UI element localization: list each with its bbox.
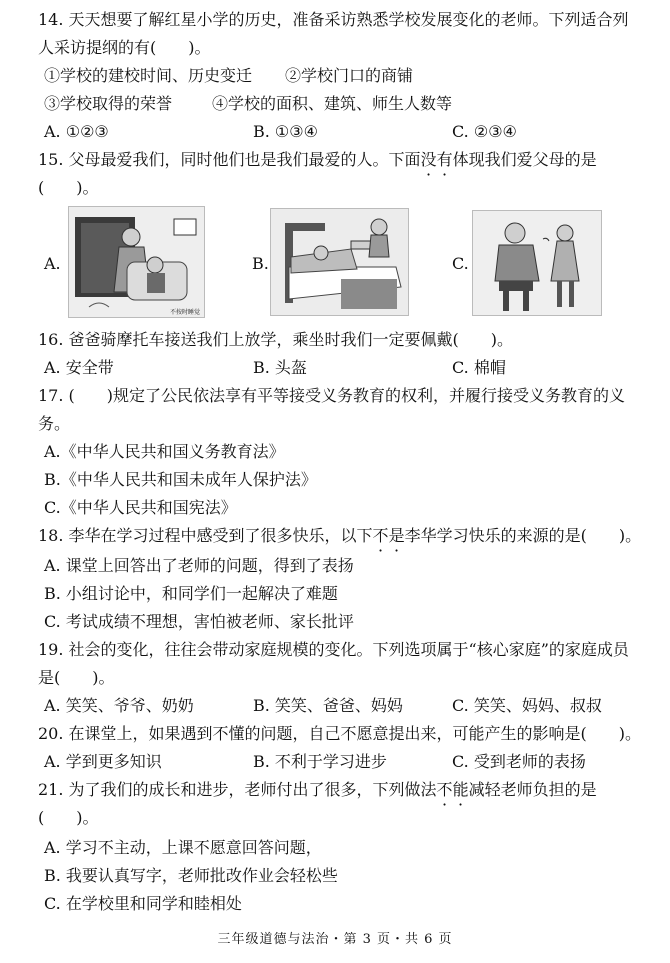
q17-stem-line2: 务。 xyxy=(38,414,71,433)
q14-stem-line2: 人采访提纲的有( )。 xyxy=(38,38,211,57)
q19-option-b: B. 笑笑、爸爸、妈妈 xyxy=(253,696,403,715)
q15-label-c: C. xyxy=(452,254,469,273)
q15-picture-b xyxy=(270,208,409,316)
q16-option-a: A. 安全带 xyxy=(44,358,114,377)
q16-option-b: B. 头盔 xyxy=(253,358,307,377)
q14-stem-line1: 14. 天天想要了解红星小学的历史，准备采访熟悉学校发展变化的老师。下列适合列 xyxy=(38,10,629,29)
q15-stem-pre: 15. 父母最爱我们，同时他们也是我们最爱的人。下面 xyxy=(38,150,421,169)
q21-stem-line1 xyxy=(38,780,658,800)
q17-option-b: B.《中华人民共和国未成年人保护法》 xyxy=(44,470,317,489)
q18-option-a: A. 课堂上回答出了老师的问题，得到了表扬 xyxy=(44,556,354,575)
q15-emphasis-1: 没 xyxy=(420,150,437,169)
child-massaging-father-illustration xyxy=(473,211,601,315)
q18-option-c: C. 考试成绩不理想，害怕被老师、家长批评 xyxy=(44,612,354,631)
q15-emphasis-2: 有 xyxy=(436,150,453,169)
q15-picture-a-caption: 不按时睡觉 xyxy=(169,309,200,316)
q16-stem: 16. 爸爸骑摩托车接送我们上放学，乘坐时我们一定要佩戴( )。 xyxy=(38,330,514,349)
q21-option-c: C. 在学校里和同学和睦相处 xyxy=(44,894,242,913)
mother-child-sofa-illustration xyxy=(69,207,204,317)
q21-stem-line2: ( )。 xyxy=(38,808,99,827)
q14-item-4: ④学校的面积、建筑、师生人数等 xyxy=(212,94,453,113)
q14-option-c: C. ②③④ xyxy=(452,122,517,141)
q19-stem-line1: 19. 社会的变化，往往会带动家庭规模的变化。下列选项属于“核心家庭”的家庭成员 xyxy=(38,640,629,659)
q21-emphasis-2: 能 xyxy=(452,780,469,799)
q21-stem-pre: 21. 为了我们的成长和进步，老师付出了很多，下列做法 xyxy=(38,780,437,799)
q15-label-a: A. xyxy=(44,254,61,273)
q15-stem-line2: ( )。 xyxy=(38,178,99,197)
q14-option-a: A. ①②③ xyxy=(44,122,109,141)
q18-stem xyxy=(38,526,658,546)
q18-emphasis-1: 不 xyxy=(372,526,389,545)
q20-option-a: A. 学到更多知识 xyxy=(44,752,162,771)
q15-stem-post: 体现我们爱父母的是 xyxy=(452,150,597,169)
q20-option-b: B. 不利于学习进步 xyxy=(253,752,387,771)
child-caring-sick-parent-illustration xyxy=(271,209,408,315)
q14-option-b: B. ①③④ xyxy=(253,122,318,141)
q19-option-c: C. 笑笑、妈妈、叔叔 xyxy=(452,696,602,715)
page-footer: 三年级道德与法治・第 3 页・共 6 页 xyxy=(217,932,453,947)
q18-emphasis-2: 是 xyxy=(388,526,405,545)
q14-item-3: ③学校取得的荣誉 xyxy=(44,94,173,113)
q14-item-2: ②学校门口的商铺 xyxy=(285,66,414,85)
q16-option-c: C. 棉帽 xyxy=(452,358,506,377)
q14-item-1: ①学校的建校时间、历史变迁 xyxy=(44,66,253,85)
q21-option-a: A. 学习不主动，上课不愿意回答问题， xyxy=(44,838,322,857)
q15-picture-a xyxy=(68,206,205,318)
q21-option-b: B. 我要认真写字，老师批改作业会轻松些 xyxy=(44,866,338,885)
q20-option-c: C. 受到老师的表扬 xyxy=(452,752,586,771)
q21-emphasis-1: 不 xyxy=(436,780,453,799)
q20-stem: 20. 在课堂上，如果遇到不懂的问题，自己不愿意提出来，可能产生的影响是( )。 xyxy=(38,724,642,743)
q19-stem-line2: 是( )。 xyxy=(38,668,115,687)
q15-label-b: B. xyxy=(252,254,269,273)
q21-stem-post: 减轻老师负担的是 xyxy=(468,780,597,799)
q17-option-c: C.《中华人民共和国宪法》 xyxy=(44,498,237,517)
q17-option-a: A.《中华人民共和国义务教育法》 xyxy=(44,442,285,461)
q15-stem-line1 xyxy=(38,150,658,170)
q15-picture-c xyxy=(472,210,602,316)
q17-stem-line1: 17. ( )规定了公民依法享有平等接受义务教育的权利，并履行接受义务教育的义 xyxy=(38,386,626,405)
q19-option-a: A. 笑笑、爷爷、奶奶 xyxy=(44,696,194,715)
q18-stem-post: 李华学习快乐的来源的是( )。 xyxy=(404,526,642,545)
q18-stem-pre: 18. 李华在学习过程中感受到了很多快乐，以下 xyxy=(38,526,373,545)
q18-option-b: B. 小组讨论中，和同学们一起解决了难题 xyxy=(44,584,338,603)
